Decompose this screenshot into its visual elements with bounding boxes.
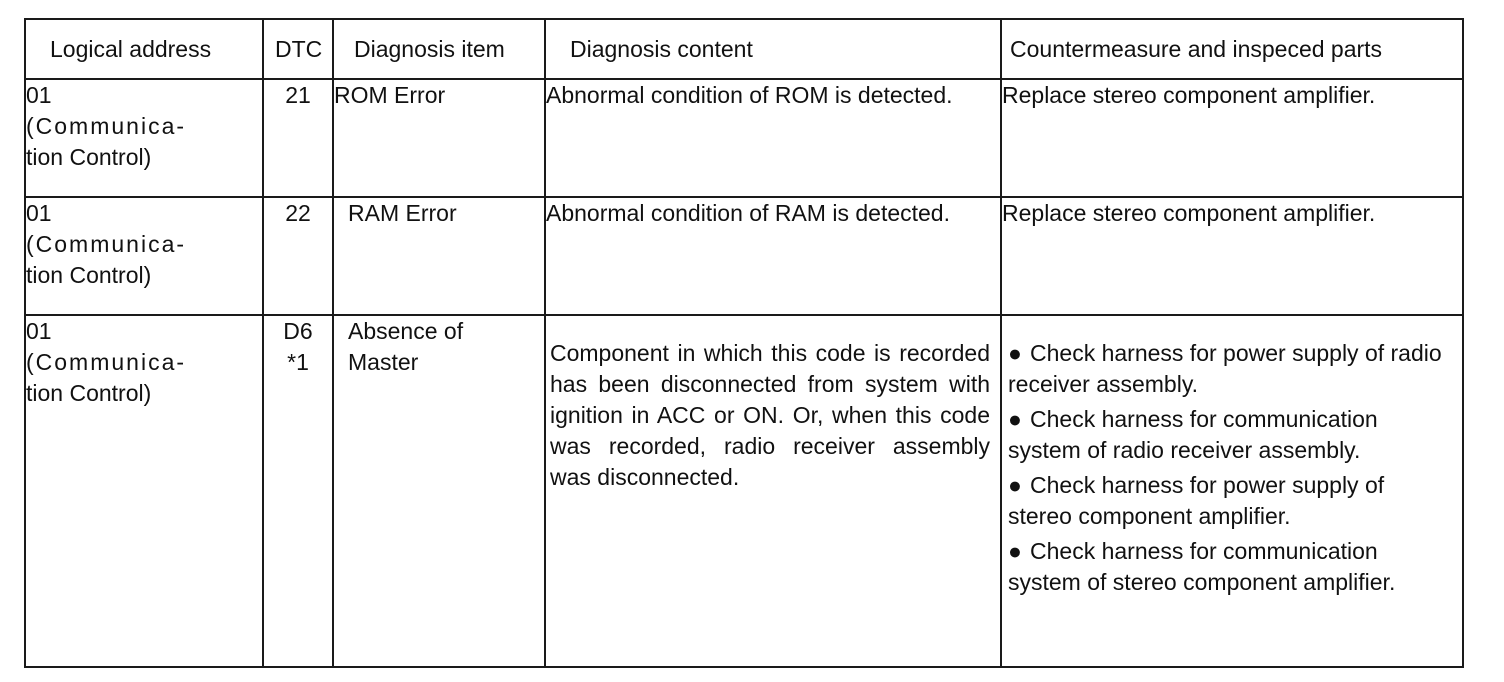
countermeasure: Check harness for power supply of stereo component amplifier.: [1008, 472, 1385, 529]
address-label: tion Control): [26, 144, 152, 170]
countermeasure: Check harness for communication system of radio receiver assembly.: [1008, 406, 1378, 463]
countermeasure-list: [1008, 338, 1452, 598]
diagnosis-item: Master: [348, 349, 419, 375]
bullet-icon: ●: [1008, 538, 1022, 564]
header-countermeasure: Countermeasure and inspeced parts: [1001, 19, 1463, 79]
dtc-cell: [263, 315, 333, 667]
bullet-icon: ●: [1008, 406, 1022, 432]
diagnosis-item-cell: [333, 197, 545, 315]
diagnosis-content: Abnormal condition of ROM is detected.: [546, 82, 953, 108]
header-logical-address: Logical address: [25, 19, 263, 79]
countermeasure-cell: [1001, 79, 1463, 197]
dtc-note: *1: [287, 349, 309, 375]
address-code: 01: [26, 318, 52, 344]
address-label: (Communica-: [26, 231, 187, 257]
diagnosis-content: Component in which this code is recorded has been disconnected from system with ignition in ACC or ON. Or, when this code was recorded, radio receiver assembly was disconnected.: [550, 340, 990, 490]
diagnosis-item: RAM Error: [348, 200, 457, 226]
logical-address-cell: [25, 315, 263, 667]
header-diagnosis-content: Diagnosis content: [545, 19, 1001, 79]
countermeasure-cell: [1001, 197, 1463, 315]
logical-address-cell: [25, 197, 263, 315]
countermeasure: Replace stereo component amplifier.: [1002, 82, 1376, 108]
diagnosis-content: Abnormal condition of RAM is detected.: [546, 200, 950, 226]
dtc-code: 22: [285, 200, 311, 226]
table-row: [25, 315, 1463, 667]
diagnosis-item: ROM Error: [334, 82, 446, 108]
address-label: (Communica-: [26, 349, 187, 375]
dtc-cell: [263, 197, 333, 315]
diagnosis-item-cell: [333, 79, 545, 197]
diagnosis-item: Absence of: [348, 318, 464, 344]
dtc-table: [24, 18, 1464, 668]
dtc-code: D6: [283, 318, 313, 344]
diagnosis-content-cell: [545, 79, 1001, 197]
address-label: (Communica-: [26, 113, 187, 139]
header-dtc: DTC: [263, 19, 333, 79]
dtc-cell: [263, 79, 333, 197]
header-diagnosis-item: Diagnosis item: [333, 19, 545, 79]
table-row: [25, 197, 1463, 315]
diagnosis-content-cell: [545, 197, 1001, 315]
dtc-code: 21: [285, 82, 311, 108]
countermeasure-cell: [1001, 315, 1463, 667]
list-item: [1008, 470, 1452, 532]
table-row: [25, 79, 1463, 197]
list-item: [1008, 338, 1452, 400]
countermeasure: Replace stereo component amplifier.: [1002, 200, 1376, 226]
diagnosis-content-cell: [545, 315, 1001, 667]
list-item: [1008, 404, 1452, 466]
address-label: tion Control): [26, 380, 152, 406]
address-code: 01: [26, 200, 52, 226]
diagnosis-item-cell: [333, 315, 545, 667]
countermeasure: Check harness for power supply of radio receiver assembly.: [1008, 340, 1442, 397]
bullet-icon: ●: [1008, 340, 1022, 366]
address-code: 01: [26, 82, 52, 108]
countermeasure: Check harness for communication system of stereo component amplifier.: [1008, 538, 1396, 595]
bullet-icon: ●: [1008, 472, 1022, 498]
address-label: tion Control): [26, 262, 152, 288]
header-row: [25, 19, 1463, 79]
logical-address-cell: [25, 79, 263, 197]
list-item: [1008, 536, 1452, 598]
